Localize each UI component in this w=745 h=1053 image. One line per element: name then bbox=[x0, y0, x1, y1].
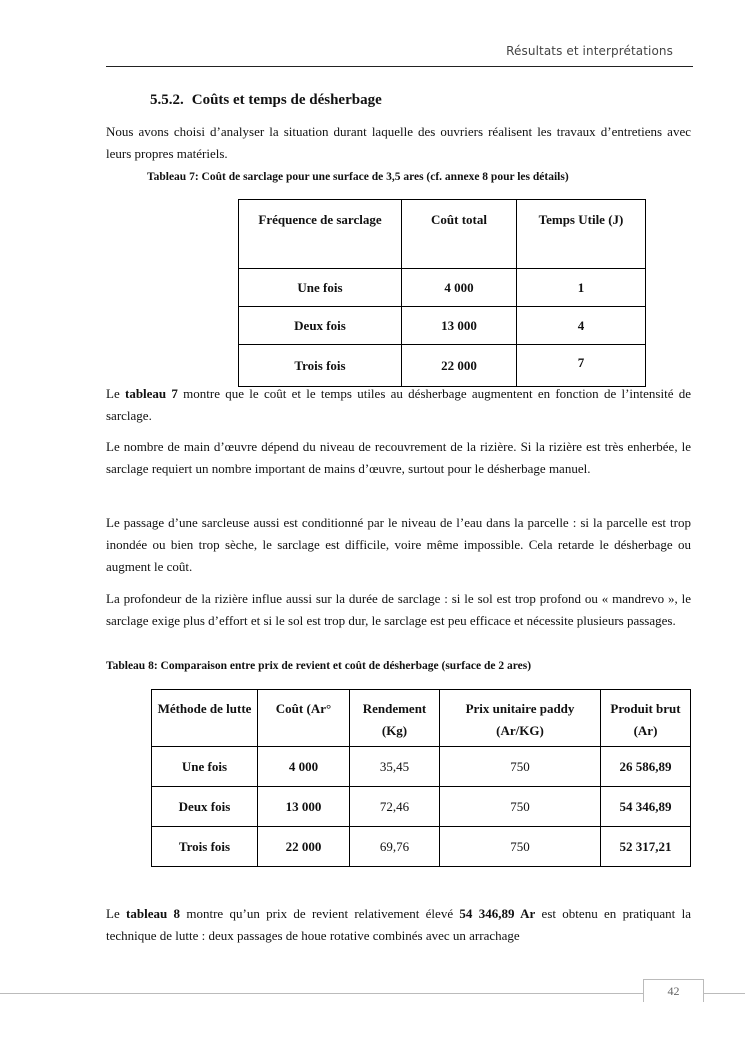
table8-cell: 54 346,89 bbox=[601, 787, 691, 827]
table7-caption: Tableau 7: Coût de sarclage pour une surface de 3,5 ares (cf. annexe 8 pour les détails) bbox=[147, 171, 569, 183]
section-title: Coûts et temps de désherbage bbox=[191, 92, 382, 108]
text-run: montre que le coût et le temps utiles au désherbage augmentent en fonction de l’intensité de sarclage. bbox=[106, 386, 691, 423]
table-row bbox=[239, 307, 646, 345]
table7-header: Fréquence de sarclage bbox=[239, 200, 402, 269]
table-row bbox=[239, 269, 646, 307]
table-row bbox=[152, 747, 691, 787]
table-row bbox=[239, 345, 646, 387]
running-header: Résultats et interprétations bbox=[506, 44, 673, 58]
table8-header-row bbox=[152, 690, 691, 747]
table8-cell: Deux fois bbox=[152, 787, 258, 827]
page-number: 42 bbox=[643, 979, 704, 1002]
table7-cell: Trois fois bbox=[239, 345, 402, 387]
text-run-bold: tableau 8 bbox=[126, 906, 181, 921]
table7-cell: 22 000 bbox=[402, 345, 517, 387]
table8-header: Produit brut (Ar) bbox=[601, 690, 691, 747]
table-row bbox=[152, 827, 691, 867]
table8-cell: 750 bbox=[440, 827, 601, 867]
table8-cell: 13 000 bbox=[258, 787, 350, 827]
table7-cell: 13 000 bbox=[402, 307, 517, 345]
table8-cell: Trois fois bbox=[152, 827, 258, 867]
paragraph-3: Le nombre de main d’œuvre dépend du niveau de recouvrement de la rizière. Si la rizière est très enherbée, le sarclage requiert un nombre important de mains d’œuvre, surtout pour le désherbage manuel. bbox=[106, 439, 691, 476]
text-run-bold: tableau 7 bbox=[124, 386, 178, 401]
table7-cell: Deux fois bbox=[239, 307, 402, 345]
paragraph-4: Le passage d’une sarcleuse aussi est conditionné par le niveau de l’eau dans la parcelle : si la parcelle est trop inondée ou bien trop sèche, le sarclage est difficile, voire même impossible. Cela retarde le désherbage ou augment le coût. bbox=[106, 515, 691, 574]
text-run: montre qu’un prix de revient relativement élevé bbox=[180, 906, 460, 921]
table8-cell: 4 000 bbox=[258, 747, 350, 787]
table8-cell: 26 586,89 bbox=[601, 747, 691, 787]
text-run: Le bbox=[106, 906, 127, 921]
text-run-bold: 54 346,89 Ar bbox=[459, 906, 536, 921]
table8-cell: 35,45 bbox=[350, 747, 440, 787]
table7-cell: 4 000 bbox=[402, 269, 517, 307]
table7-header: Coût total bbox=[402, 200, 517, 269]
table8-cell: 52 317,21 bbox=[601, 827, 691, 867]
table8-header: Méthode de lutte bbox=[152, 690, 258, 747]
section-heading bbox=[150, 92, 382, 109]
table-7 bbox=[238, 199, 646, 387]
paragraph-6 bbox=[106, 903, 691, 947]
table8-header: Prix unitaire paddy (Ar/KG) bbox=[440, 690, 601, 747]
table8-cell: 750 bbox=[440, 747, 601, 787]
paragraph-5: La profondeur de la rizière influe aussi sur la durée de sarclage : si le sol est trop profond ou « mandrevo », le sarclage exige plus d’effort et si le sol est trop dur, le sarclage est peu efficace et nécessite plusieurs passages. bbox=[106, 591, 691, 628]
table7-cell: 1 bbox=[517, 269, 646, 307]
table7-cell: Une fois bbox=[239, 269, 402, 307]
table8-cell: 750 bbox=[440, 787, 601, 827]
table-row bbox=[152, 787, 691, 827]
table8-caption: Tableau 8: Comparaison entre prix de revient et coût de désherbage (surface de 2 ares) bbox=[106, 660, 532, 672]
paragraph-2 bbox=[106, 383, 691, 427]
table8-cell: 69,76 bbox=[350, 827, 440, 867]
table7-header-row bbox=[239, 200, 646, 269]
paragraph-1: Nous avons choisi d’analyser la situation durant laquelle des ouvriers réalisent les travaux d’entretiens avec leurs propres matériels. bbox=[106, 124, 691, 161]
table7-header: Temps Utile (J) bbox=[517, 200, 646, 269]
text-run: est obtenu en pratiquant la technique de lutte : deux passages de houe rotative combinés avec un arrachage bbox=[106, 906, 691, 943]
table-8 bbox=[151, 689, 691, 867]
table8-cell: Une fois bbox=[152, 747, 258, 787]
table8-header: Rendement (Kg) bbox=[350, 690, 440, 747]
table8-cell: 72,46 bbox=[350, 787, 440, 827]
table8-cell: 22 000 bbox=[258, 827, 350, 867]
text-run: Le bbox=[106, 386, 125, 401]
footer-rule bbox=[0, 993, 745, 994]
table7-cell: 4 bbox=[517, 307, 646, 345]
header-rule bbox=[106, 66, 693, 67]
table8-header: Coût (Ar° bbox=[258, 690, 350, 747]
section-number: 5.5.2. bbox=[150, 92, 184, 108]
table7-cell: 7 bbox=[517, 345, 646, 387]
